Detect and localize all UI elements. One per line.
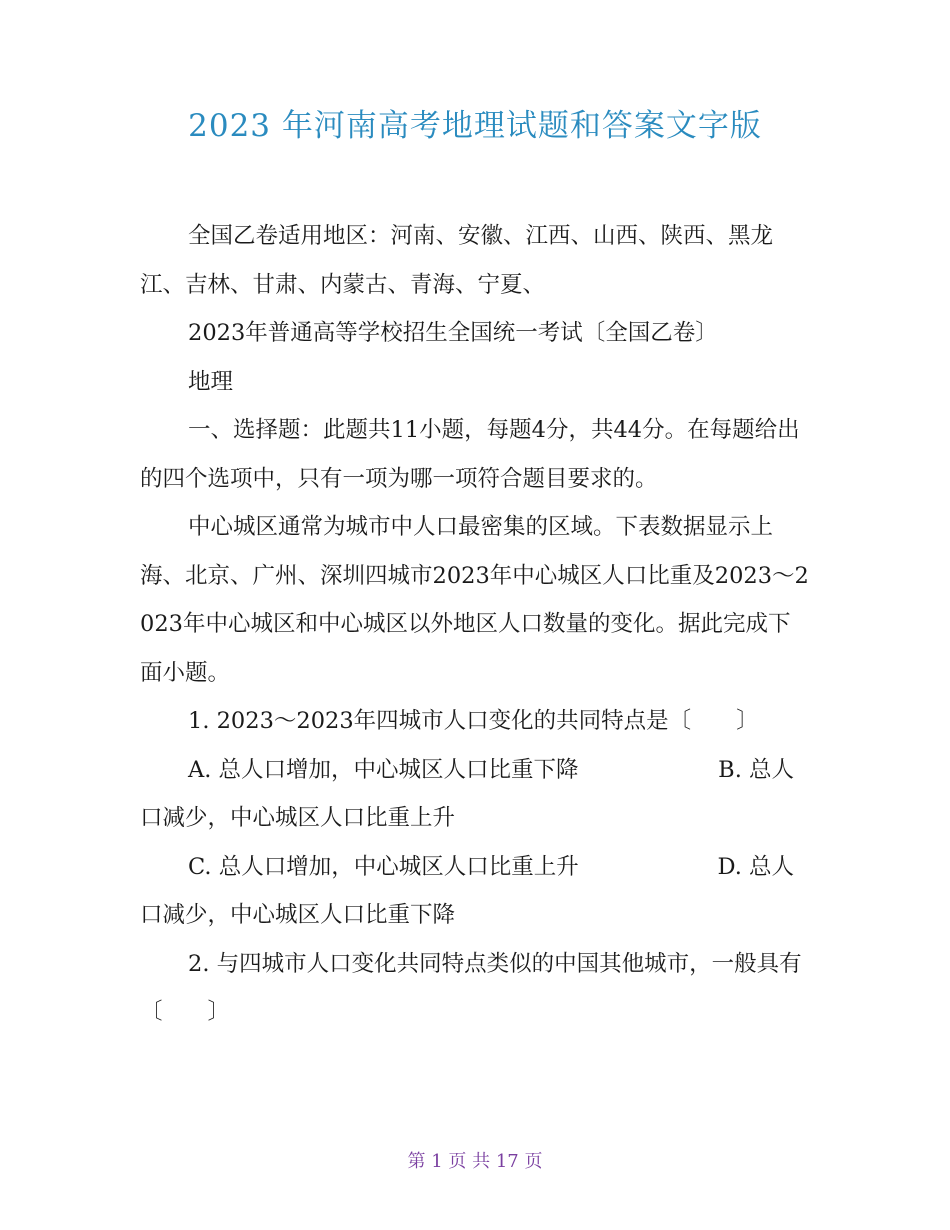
- document-title: 2023 年河南高考地理试题和答案文字版: [188, 108, 762, 144]
- option-b-continuation: 口减少，中心城区人口比重上升: [140, 805, 456, 831]
- exam-name-paragraph: 2023年普通高等学校招生全国统一考试〔全国乙卷〕: [188, 320, 718, 346]
- page-footer: 第 1 页 共 17 页: [407, 1151, 543, 1172]
- section-instructions-paragraph: 一、选择题：此题共11小题，每题4分，共44分。在每题给出的四个选项中，只有一项为哪一项符合题目要求的。: [140, 417, 800, 492]
- applicable-regions-paragraph: 全国乙卷适用地区：河南、安徽、江西、山西、陕西、黑龙江、吉林、甘肃、内蒙古、青海、宁夏、: [140, 223, 774, 298]
- option-b-start: B. 总人: [718, 756, 794, 783]
- option-a: A. 总人口增加，中心城区人口比重下降: [188, 756, 579, 783]
- question-context-paragraph: 中心城区通常为城市中人口最密集的区域。下表数据显示上海、北京、广州、深圳四城市2023年中心城区人口比重及2023～2023年中心城区和中心城区以外地区人口数量的变化。据此完成下面小题。: [140, 514, 809, 686]
- document-body: [140, 212, 812, 1037]
- option-d-start: D. 总人: [717, 853, 794, 880]
- subject-paragraph: 地理: [188, 368, 234, 395]
- option-d-continuation: 口减少，中心城区人口比重下降: [140, 902, 456, 928]
- question-1: 1. 2023～2023年四城市人口变化的共同特点是〔 〕: [188, 708, 759, 734]
- option-c: C. 总人口增加，中心城区人口比重上升: [188, 853, 579, 880]
- options-row-cd: [140, 843, 812, 892]
- question-2: 2. 与四城市人口变化共同特点类似的中国其他城市，一般具有〔 〕: [140, 950, 802, 1025]
- options-row-ab: [140, 746, 812, 795]
